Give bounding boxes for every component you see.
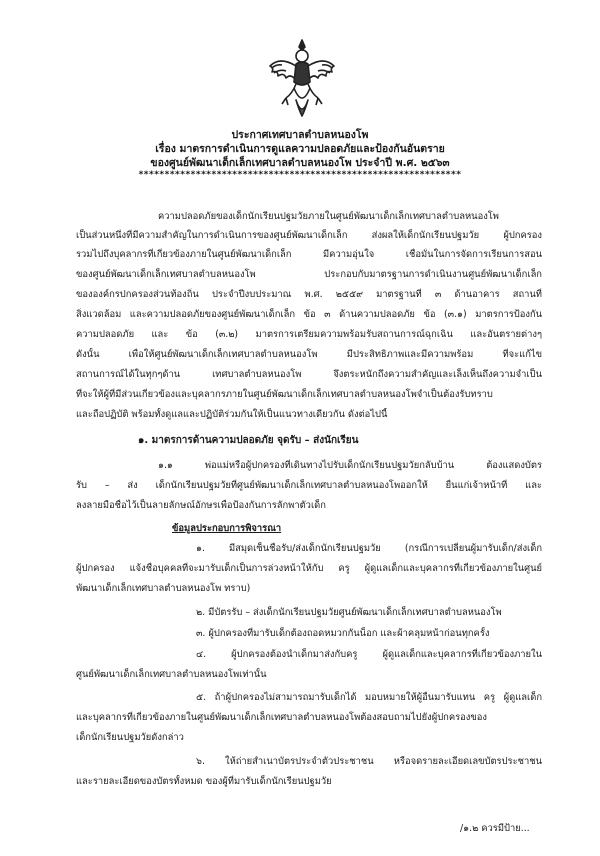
item-1-1-line: รับ – ส่ง เด็กนักเรียนปฐมวัยที่ศูนย์พัฒนาเด็กเล็กเทศบาลตำบลหนองโพออกให้ ยื่นแก่เจ้าหน้าที่ และ bbox=[76, 480, 542, 491]
fact-line: ๔. ผู้ปกครองต้องนำเด็กมาส่งกับครู ผู้ดูแลเด็กและบุคลากรที่เกี่ยวข้องภายใน bbox=[196, 649, 542, 660]
intro-line: สิ่งแวดล้อม และความปลอดภัยของศูนย์พัฒนาเด็กเล็ก ข้อ ๓ ด้านความปลอดภัย ข้อ (๓.๑) มาตรการป้องกัน bbox=[76, 309, 542, 320]
section-heading: ๑. มาตรการด้านความปลอดภัย จุดรับ – ส่งนักเรียน bbox=[138, 435, 359, 446]
item-1-1-line: ลงลายมือชื่อไว้เป็นลายลักษณ์อักษรเพื่อป้องกันการลักพาตัวเด็ก bbox=[76, 500, 326, 511]
fact-line: ๖. ให้ถ่ายสำเนาบัตรประจำตัวประชาชน หรือจดรายละเอียดเลขบัตรประชาชน bbox=[196, 756, 542, 767]
intro-line: ของศูนย์พัฒนาเด็กเล็กเทศบาลตำบลหนองโพ ประกอบกับมาตรฐานการดำเนินงานศูนย์พัฒนาเด็กเล็ก bbox=[76, 269, 542, 280]
intro-line: ความปลอดภัย และ ข้อ (๓.๒) มาตรการเตรียมความพร้อมรับสถานการณ์ฉุกเฉิน และอันตรายต่างๆ bbox=[76, 329, 542, 340]
fact-line: และบุคลากรที่เกี่ยวข้องภายในศูนย์พัฒนาเด็กเล็กเทศบาลตำบลหนองโพต้องสอบถามไปยังผู้ปกครองของ bbox=[76, 712, 487, 723]
fact-line: ผู้ปกครอง แจ้งชื่อบุคคลที่จะมารับเด็กเป็นการล่วงหน้าให้กับ ครู ผู้ดูแลเด็กและบุคลากรที่เกี่ยวข้องภายในศูนย์ bbox=[76, 563, 542, 574]
fact-line: ศูนย์พัฒนาเด็กเล็กเทศบาลตำบลหนองโพเท่านั้น bbox=[76, 669, 267, 680]
item-1-1-line: ๑.๑ พ่อแม่หรือผู้ปกครองที่เดินทางไปรับเด็กนักเรียนปฐมวัยกลับบ้าน ต้องแสดงบัตร bbox=[158, 460, 542, 471]
facts-heading: ข้อมูลประกอบการพิจารณา bbox=[172, 523, 282, 534]
document-subject: เรื่อง มาตรการดำเนินการดูแลความปลอดภัยและป้องกันอันตราย bbox=[155, 143, 445, 155]
intro-line: ความปลอดภัยของเด็กนักเรียนปฐมวัยภายในศูนย์พัฒนาเด็กเล็กเทศบาลตำบลหนองโพ bbox=[158, 211, 499, 222]
fact-line: ๑. มีสมุดเซ็นชื่อรับ/ส่งเด็กนักเรียนปฐมวัย (กรณีการเปลี่ยนผู้มารับเด็ก/ส่งเด็ก bbox=[196, 543, 542, 554]
garuda-emblem-icon bbox=[266, 38, 338, 120]
fact-line: ๒. มีบัตรรับ – ส่งเด็กนักเรียนปฐมวัยศูนย์พัฒนาเด็กเล็กเทศบาลตำบลหนองโพ bbox=[196, 607, 502, 618]
document-title: ประกาศเทศบาลตำบลหนองโพ bbox=[231, 129, 369, 141]
fact-line: พัฒนาเด็กเล็กเทศบาลตำบลหนองโพ ทราบ) bbox=[76, 583, 251, 594]
intro-line: ดังนั้น เพื่อให้ศูนย์พัฒนาเด็กเล็กเทศบาลตำบลหนองโพ มีประสิทธิภาพและมีความพร้อม ที่จะแก้ไข bbox=[76, 349, 542, 360]
continued-marker: /๑.๒ ควรมีป้าย... bbox=[460, 823, 530, 834]
fact-line: ๕. ถ้าผู้ปกครองไม่สามารถมารับเด็กได้ มอบหมายให้ผู้อื่นมารับแทน ครู ผู้ดูแลเด็ก bbox=[196, 692, 542, 703]
document-subject-line2: ของศูนย์พัฒนาเด็กเล็กเทศบาลตำบลหนองโพ ประจำปี พ.ศ. ๒๕๖๓ bbox=[150, 157, 450, 169]
divider-stars: ************************************************************** bbox=[138, 170, 462, 180]
intro-line: และถือปฏิบัติ พร้อมทั้งดูแลและปฏิบัติร่วมกันให้เป็นแนวทางเดียวกัน ดังต่อไปนี้ bbox=[76, 409, 388, 420]
intro-line: เป็นส่วนหนึ่งที่มีความสำคัญในการดำเนินการของศูนย์พัฒนาเด็กเล็ก ส่งผลให้เด็กนักเรียนปฐมวัย ผู้ปกครอง bbox=[76, 230, 542, 241]
intro-line: ขององค์กรปกครองส่วนท้องถิ่น ประจำปีงบประมาณ พ.ศ. ๒๕๕๙ มาตรฐานที่ ๓ ด้านอาคาร สถานที่ bbox=[76, 289, 542, 300]
intro-line: สถานการณ์ได้ในทุกๆด้าน เทศบาลตำบลหนองโพ จึงตระหนักถึงความสำคัญและเล็งเห็นถึงความจำเป็น bbox=[76, 369, 542, 380]
fact-line: ๓. ผู้ปกครองที่มารับเด็กต้องถอดหมวกกันน็อก และผ้าคลุมหน้าก่อนทุกครั้ง bbox=[196, 628, 490, 639]
fact-line: เด็กนักเรียนปฐมวัยดังกล่าว bbox=[76, 732, 184, 743]
intro-line: ที่จะให้ผู้ที่มีส่วนเกี่ยวข้องและบุคลากรภายในศูนย์พัฒนาเด็กเล็กเทศบาลตำบลหนองโพจำเป็นต้องรับทราบ bbox=[76, 389, 493, 400]
fact-line: และรายละเอียดของบัตรทั้งหมด ของผู้ที่มารับเด็กนักเรียนปฐมวัย bbox=[76, 776, 332, 787]
intro-line: รวมไปถึงบุคลากรที่เกี่ยวข้องภายในศูนย์พัฒนาเด็กเล็ก มีความอุ่นใจ เชื่อมั่นในการจัดการเรียนการสอน bbox=[76, 249, 542, 260]
